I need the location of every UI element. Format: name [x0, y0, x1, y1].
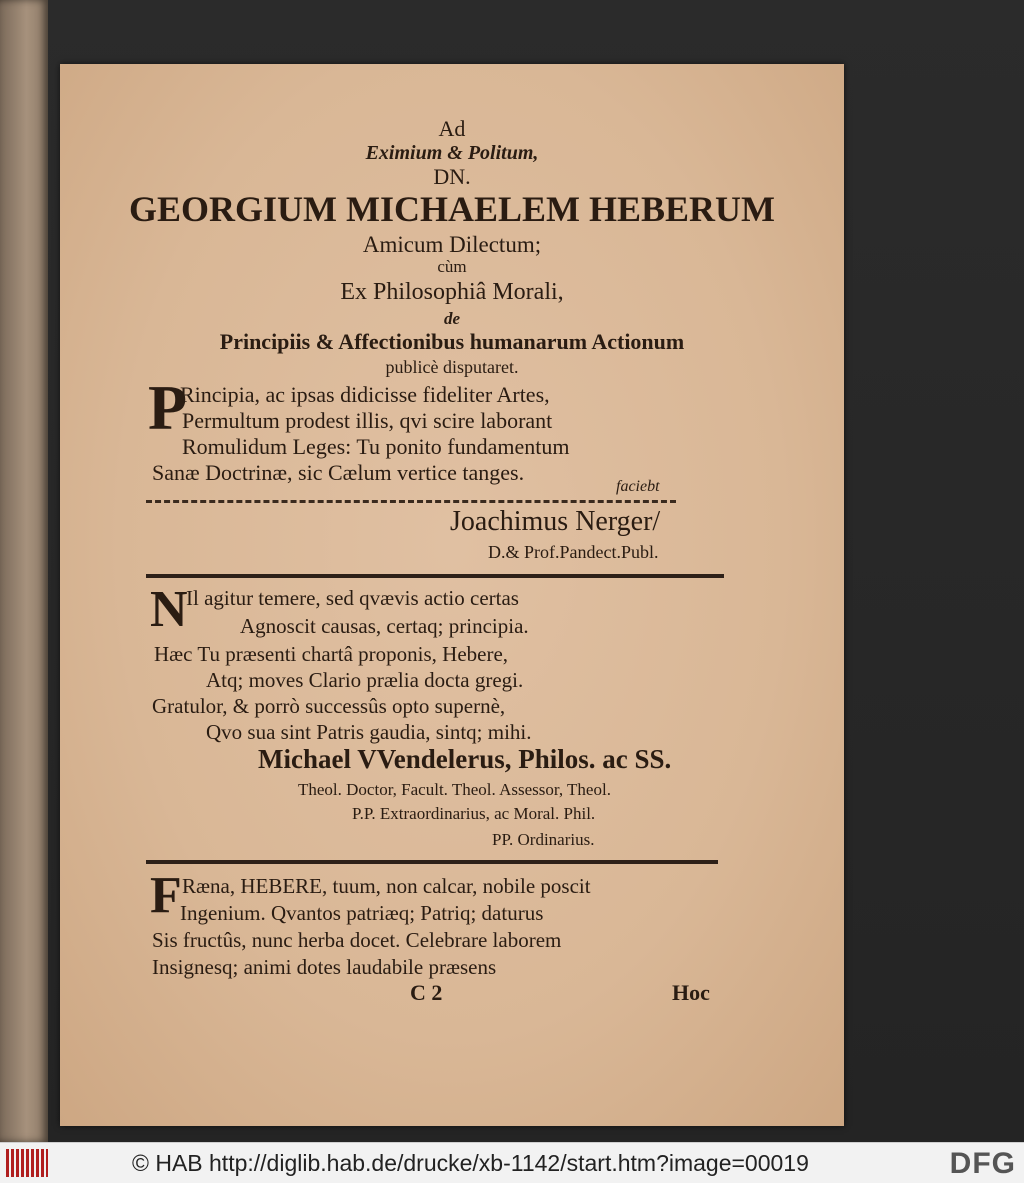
poem2-author-title: PP. Ordinarius.: [492, 830, 595, 849]
heading-amicum: Amicum Dilectum;: [362, 232, 542, 257]
divider: [146, 860, 718, 864]
document-page: [60, 64, 844, 1126]
poem1-dropcap: P: [148, 372, 188, 443]
poem2-line: Gratulor, & porrò successûs opto supernè,: [152, 694, 506, 718]
heading-dn: DN.: [433, 164, 471, 189]
hab-barcode-icon: [6, 1149, 48, 1177]
divider: [146, 500, 676, 503]
heading-name: GEORGIUM MICHAELEM HEBERUM: [128, 189, 775, 229]
poem1-line: Permultum prodest illis, qvi scire laborant: [182, 408, 553, 433]
heading-cum: cùm: [437, 257, 467, 276]
catchword: Hoc: [672, 980, 710, 1005]
divider: [146, 574, 724, 578]
poem1-author-title: D.& Prof.Pandect.Publ.: [488, 542, 659, 562]
poem2-author-title: P.P. Extraordinarius, ac Moral. Phil.: [352, 804, 596, 823]
dfg-logo: DFG: [949, 1147, 1016, 1180]
previous-page-edge: [0, 0, 48, 1142]
poem2-line: Qvo sua sint Patris gaudia, sintq; mihi.: [206, 720, 532, 744]
poem2-dropcap: N: [150, 581, 188, 638]
poem1-line: Rincipia, ac ipsas didicisse fideliter Artes,: [180, 382, 550, 407]
poem2-author: Michael VVendelerus, Philos. ac SS.: [258, 744, 672, 774]
poem1-author: Joachimus Nerger/: [450, 506, 661, 537]
poem3-line: Insignesq; animi dotes laudabile præsens: [152, 955, 497, 979]
heading-de: de: [443, 309, 461, 328]
poem2-line: Agnoscit causas, certaq; principia.: [240, 614, 529, 638]
poem3-dropcap: F: [150, 867, 182, 924]
poem2-author-title: Theol. Doctor, Facult. Theol. Assessor, Theol.: [298, 780, 611, 799]
heading-eximium: Eximium & Politum,: [365, 142, 539, 164]
poem2-line: Hæc Tu præsenti chartâ proponis, Hebere,: [154, 642, 509, 666]
heading-principiis: Principiis & Affectionibus humanarum Actionum: [219, 329, 685, 354]
poem1-line: Sanæ Doctrinæ, sic Cælum vertice tanges.: [152, 460, 525, 485]
heading-ex: Ex Philosophiâ Morali,: [340, 279, 564, 305]
faciebat-note: faciebt: [616, 478, 660, 495]
poem3-line: Ingenium. Qvantos patriæq; Patriq; daturus: [180, 901, 544, 925]
poem3-line: Ræna, HEBERE, tuum, non calcar, nobile poscit: [182, 874, 591, 898]
poem2-line: Atq; moves Clario prælia docta gregi.: [206, 668, 524, 692]
poem3-line: Sis fructûs, nunc herba docet. Celebrare laborem: [152, 928, 562, 952]
heading-ad: Ad: [438, 116, 466, 141]
poem2-line: Il agitur temere, sed qvævis actio certas: [186, 586, 519, 610]
poem1-line: Romulidum Leges: Tu ponito fundamentum: [182, 434, 570, 459]
copyright-url[interactable]: © HAB http://diglib.hab.de/drucke/xb-1142/start.htm?image=00019: [132, 1150, 809, 1176]
heading-publice: publicè disputaret.: [385, 357, 519, 377]
signature-mark: C 2: [410, 980, 443, 1005]
viewer-footer: [0, 1142, 1024, 1183]
